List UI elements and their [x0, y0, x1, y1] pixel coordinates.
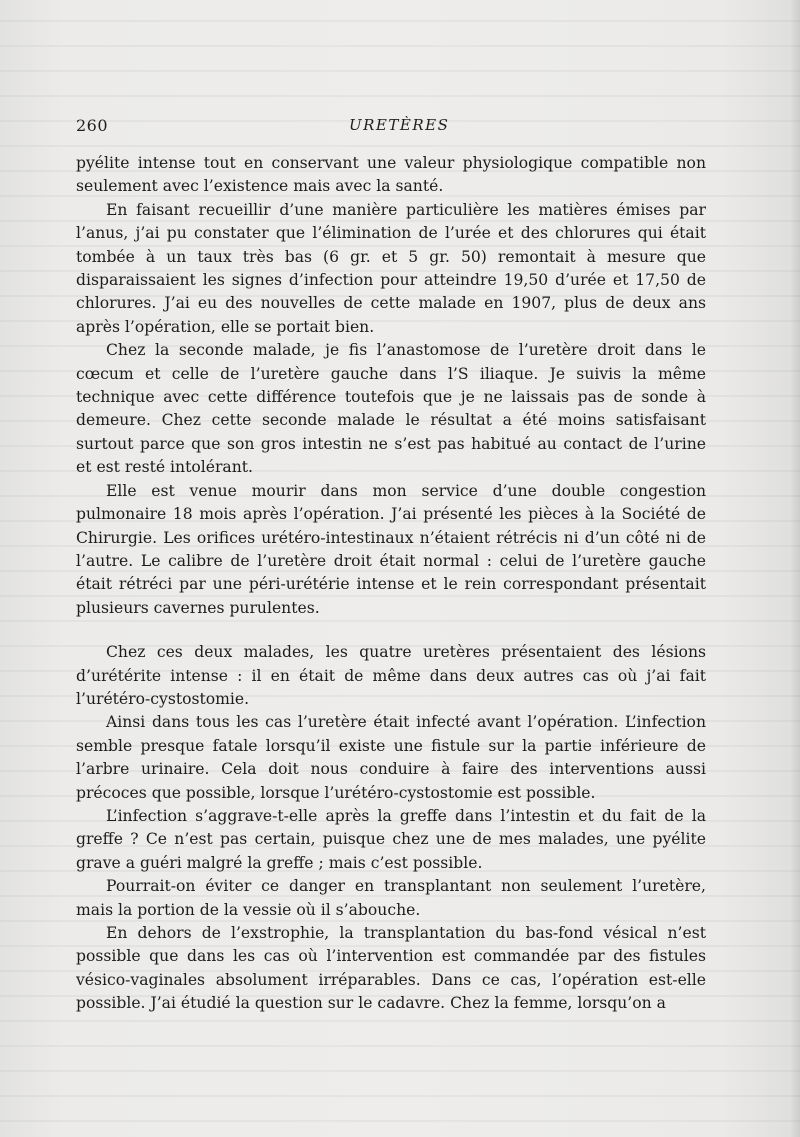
paragraph: Ainsi dans tous les cas l’uretère était infecté avant l’opération. L’infection semble presque fatale lorsqu’il existe une fistule sur la partie inférieure de l’arbre urinaire. Cela doit nous conduire à faire des interventions aussi précoces que possible, lorsque l’urétéro-cystostomie est possible.: [76, 713, 706, 802]
paragraph: En faisant recueillir d’une manière particulière les matières émises par l’anus, j’ai pu constater que l’élimination de l’urée et des chlorures qui était tombée à un taux très bas (6 gr. et 5 gr. 50) remontait à mesure que disparaissaient les signes d’infection pour atteindre 19,50 d’urée et 17,50 de chlorures. J’ai eu des nouvelles de cette malade en 1907, plus de deux ans après l’opération, elle se portait bien.: [76, 200, 706, 336]
page-number: 260: [76, 116, 109, 135]
paragraph-continuation: pyélite intense tout en conservant une valeur physiologique compatible non seulement avec l’existence mais avec la santé.: [76, 154, 706, 196]
page-edge-shadow: [790, 0, 800, 1137]
body-text: [76, 152, 706, 1016]
running-head: URETÈRES: [349, 116, 450, 134]
page-header: [76, 116, 706, 140]
paragraph: Chez ces deux malades, les quatre uretères présentaient des lésions d’urétérite intense : il en était de même dans deux autres cas où j’ai fait l’urétéro-cystostomie.: [76, 643, 706, 708]
paragraph: En dehors de l’exstrophie, la transplantation du bas-fond vésical n’est possible que dans les cas où l’intervention est commandée par des fistules vésico-vaginales absolument irréparables. Dans ce cas, l’opération est-elle possible. J’ai étudié la question sur le cadavre. Chez la femme, lorsqu’on a: [76, 924, 706, 1013]
paragraph: L’infection s’aggrave-t-elle après la greffe dans l’intestin et du fait de la greffe ? Ce n’est pas certain, puisque chez une de mes malades, une pyélite grave a guéri malgré la greffe ; mais c’est possible.: [76, 806, 706, 872]
paragraph: Elle est venue mourir dans mon service d’une double congestion pulmonaire 18 mois après l’opération. J’ai présenté les pièces à la Société de Chirurgie. Les orifices urétéro-intestinaux n’étaient rétrécis ni d’un côté ni de l’autre. Le calibre de l’uretère droit était normal : celui de l’uretère gauche était rétréci par une péri-urétérie intense et le rein correspondant présentait plusieurs cavernes purulentes.: [76, 481, 706, 617]
paragraph: Pourrait-on éviter ce danger en transplantant non seulement l’uretère, mais la portion de la vessie où il s’abouche.: [76, 877, 706, 919]
paragraph: Chez la seconde malade, je fis l’anastomose de l’uretère droit dans le cœcum et celle de l’uretère gauche dans l’S iliaque. Je suivis la même technique avec cette différence toutefois que je ne laissais pas de sonde à demeure. Chez cette seconde malade le résultat a été moins satisfaisant surtout parce que son gros intestin ne s’est pas habitué au contact de l’urine et est resté intolérant.: [76, 341, 706, 477]
